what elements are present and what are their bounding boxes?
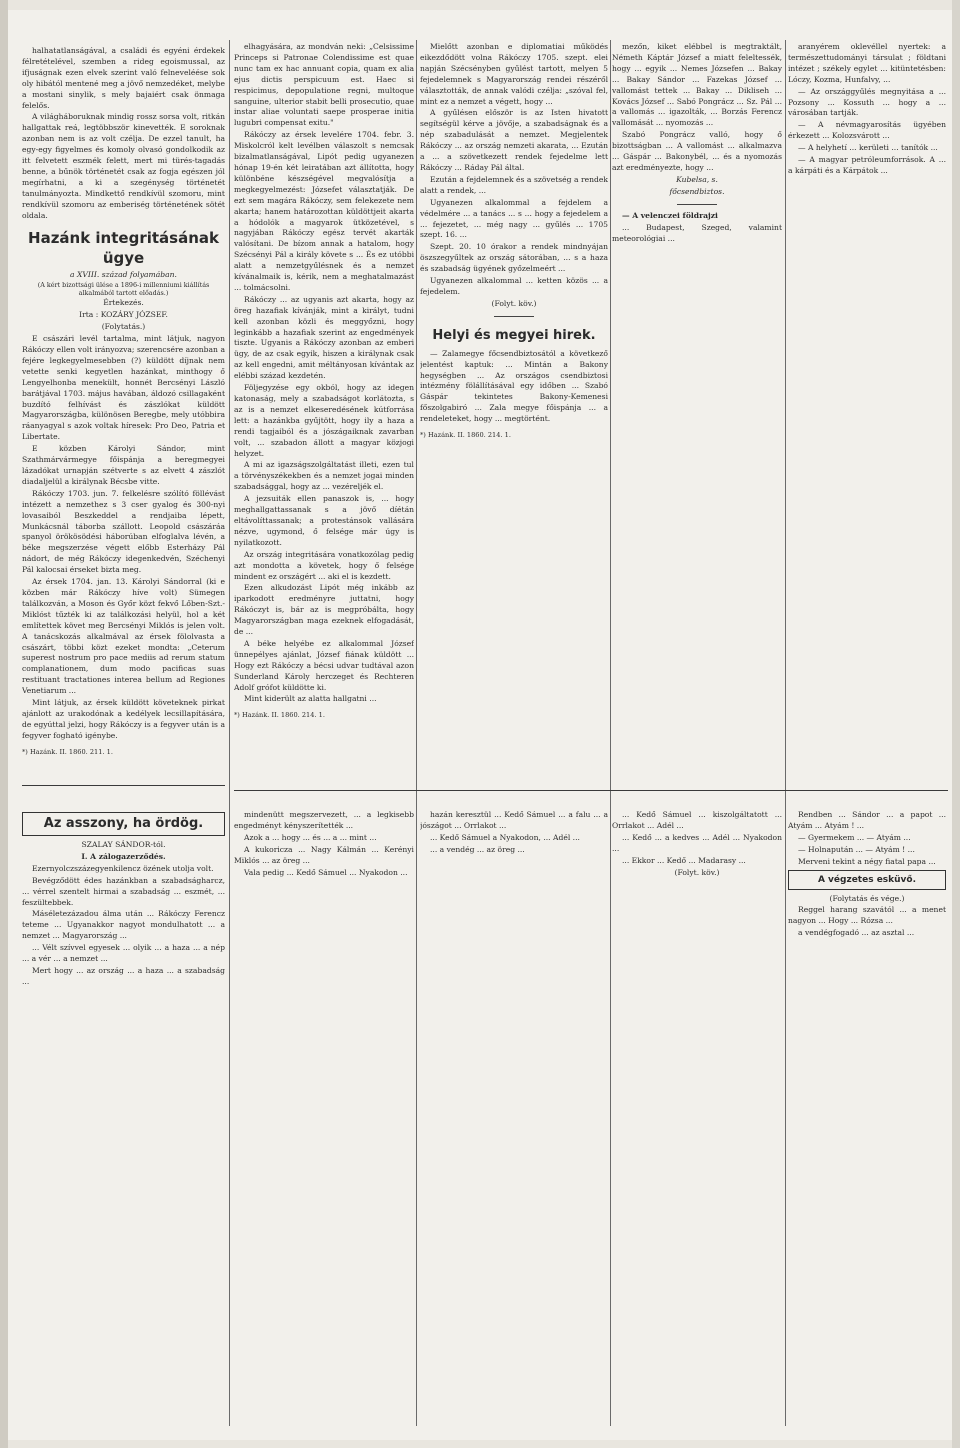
novel-chapter: I. A zálogazerződés. bbox=[81, 851, 166, 861]
paragraph: Ezen alkudozást Lipót még inkább az iparkodott eredményre juttatni, hogy Rákóczyt is, bár az is megpróbálta, hogy Magyarországban maga ezeknek elfogadását, de ... bbox=[234, 583, 414, 637]
story-title: A végzetes esküvő. bbox=[817, 874, 917, 885]
article-kind: Értekezés. bbox=[103, 298, 144, 308]
column-rule bbox=[229, 40, 230, 1426]
article-note: (A kért bizottsági ülése a 1896-i millenniumi kiállítás alkalmából tartott előadás.) bbox=[37, 281, 210, 298]
signature-title: főcsendbiztos. bbox=[669, 186, 725, 196]
footnote: *) Hazánk. II. 1860. 214. 1. bbox=[234, 711, 325, 720]
paragraph: mindenütt megszervezett, ... a legkisebb engedményt kényszerítették ... bbox=[234, 810, 414, 830]
paragraph: Mert hogy ... az ország ... a haza ... a szabadság ... bbox=[22, 965, 225, 986]
novel-column bbox=[22, 810, 225, 1422]
column-rule bbox=[610, 40, 611, 1426]
column-4 bbox=[612, 42, 782, 782]
paragraph: — Az országgyűlés megnyitása a ... Pozsony ... Kossuth ... hogy a ... városában tartják. bbox=[788, 86, 946, 118]
paragraph: ... Vélt szívvel egyesek ... olyik ... a haza ... a nép ... a vér ... a nemzet ... bbox=[22, 943, 225, 964]
footnote: *) Hazánk. II. 1860. 211. 1. bbox=[22, 747, 113, 756]
paragraph: Mint látjuk, az érsek küldött követeknek pirkat ajánlott az urakodónak a kedélyek lecsillapítására, de egyúttal jelzi, hogy Rákóczy is a fegyver után is a fegyver fogható igénybe. bbox=[22, 698, 225, 740]
paragraph: Ugyanezen alkalommal a fejdelem a védelmére ... a tanács ... s ... hogy a fejedelem a ... fejezetet, ... még nagy ... gyűlés ... 1705 szept. 16. ... bbox=[420, 197, 608, 240]
paragraph: Mint kiderült az alatta hallgatni ... bbox=[244, 694, 377, 704]
paragraph: Rákóczy ... az ugyanis azt akarta, hogy az öreg hazafiak kívánják, mint a királyt, tudni kell azonban közli és meggyőzni, hogy leginkább a hazafiak szerint az engedmények tiszte. Ugyanis a Rákóczy azonban az emberi ügy, de az csak egyik, hiszen a királynak csak az kell engedni, amit méltányosan kívántak az elébbi század kezdetén. bbox=[234, 294, 414, 381]
paragraph: Máséletezázadou álma után ... Rákóczy Ferencz teteme ... Ugyanakkor nagyot mondulhatott ... a nemzet ... Magyarország ... bbox=[22, 909, 225, 941]
paragraph: Az érsek 1704. jan. 13. Károlyi Sándorral (ki e közben már Rákóczy híve volt) Sümegen találkozván, a Moson és Győr közt fekvő Lőben-Szt.-Miklóst tűzték ki az találkozási helyül, hol a két említettek követ meg Bercsényi Miklós is jelen volt. A tanácskozás alkalmával az érsek fölolvasta a császárt, többi közt ezeket mondta: „Ceterum superest nostrum pro pace mediis ad rerum statum complanationem, dum modo pacificas suas restituant tractationes interea bellum ad Regiones Venetiarum ... bbox=[22, 577, 225, 696]
signature: Kubelsa, s. bbox=[676, 174, 718, 184]
paragraph: Szabó Pongrácz valló, hogy ő bizottságban ... A vallomást ... alkalmazva ... Gáspár ... Bakonybél, ... és a nyomozás azt eredményezte, hogy ... bbox=[612, 130, 782, 172]
paragraph: a vendégfogadó ... az asztal ... bbox=[798, 928, 915, 938]
column-1 bbox=[22, 46, 225, 786]
newspaper-page bbox=[8, 10, 952, 1440]
continued-note: (Folyt. köv.) bbox=[674, 867, 720, 877]
paragraph: — A névmagyarosítás ügyében érkezett ... Kolozsvárott ... bbox=[788, 120, 946, 141]
paragraph: Rákóczy az érsek levelére 1704. febr. 3. Miskolcról kelt levélben válaszolt s nemcsak bizalmatlanságával, Lipót pedig ugyanezen hónap 19-én két leiratában azt állította, hogy különbéne készségével megvalósítja a megkegyelmezést: Józsefet választatják. De ezt sem magára Rákóczy, sem felekezete nem akarta; hanem határozottan küldöttjeit akarta a hódolók a magyarok ütközetével, s nagyjában Rákóczy egész tervét akarták valósítani. De bízom annak a hatalom, hogy Szécsényi Pál a király követe s ... És ez utóbbi alatt a nemzetgyűlésnek és a nemzet kívánalmaik is, kérik, nem a meghatalmazást ... tolmácsolni. bbox=[234, 130, 414, 292]
paragraph: Rákóczy 1703. jun. 7. felkelésre szólító föllévást intézett a nemzethez s 3 cser gyalog és 300-nyi lovasaiból Beszkeddel a rendjaiba lépett, Munkácsnál táborba szállott. Leopold császáráa spanyol örökösödési háborúban elfoglalva lévén, a béke megszerzése végett előbb Esterházy Pál nádort, de még Rákóczy idegenkedvén, Széchenyi Pál kalocsai érseket bizta meg. bbox=[22, 488, 225, 575]
paragraph: Ezernyolczszázegyenkilencz özének utolja volt. bbox=[32, 863, 214, 873]
paragraph: ... Kedő Sámuel a Nyakodon, ... Adél ... bbox=[430, 832, 580, 842]
paragraph: ... Kedő ... a kedves ... Adél ... Nyakodon ... bbox=[612, 832, 782, 853]
article-continued: (Folytatás.) bbox=[101, 322, 146, 332]
column-rule bbox=[416, 40, 417, 1426]
article-author: Irta : KOZÁRY JÓZSEF. bbox=[79, 310, 168, 320]
paragraph: aranyérem oklevéllel nyertek: a természettudományi társulat ; földtani intézet ; székely egylet ... kitüntetésben: Lóczy, Kozma, Hunfalvy, ... bbox=[788, 42, 946, 84]
paragraph: A gyűlésen először is az Isten hivatott segítségül kérve a jövője, a szabadságnak és a nép szabadulását a nemzet. Megjelentek Rákóczy ... az ország nemzeti akarata, ... Ezután a ... a szövetkezett rendek fejedelme lett Rákóczy ... Ráday Pál által. bbox=[420, 108, 608, 172]
paragraph: ... a vendég ... az öreg ... bbox=[430, 844, 525, 854]
paragraph: ... Budapest, Szeged, valamint meteorológiai ... bbox=[612, 222, 782, 243]
paragraph: ... Kedő Sámuel ... kiszolgáltatott ... Orrlakot ... Adél ... bbox=[612, 810, 782, 830]
paragraph: A jezsuiták ellen panaszok is, ... hogy meghallgattassanak s a jövő díétán eltávolíttassanak; a protestánsok vallására nézve, ugymond, ő felsége már úgy is nyilatkozott. bbox=[234, 494, 414, 547]
story-subtitle: (Folytatás és vége.) bbox=[829, 893, 905, 903]
paragraph: mezőn, kiket elébbel is megtraktált, Németh Káptár József a miatt feleltessék, hogy ... egyik ... Nemes Józsefen ... Bakay ... Bakay Sándor ... Fazekas József ... vallomást tettek ... Bakay ... Dikliseh ... Kovács József ... Sabó Pongrácz ... Sz. Pál ... a vallomás ... igazolták, ... Borzás Ferencz vallomását ... nyomozás ... bbox=[612, 42, 782, 128]
column-3 bbox=[420, 42, 608, 782]
separator bbox=[494, 316, 534, 317]
footnote: *) Hazánk. II. 1860. 214. 1. bbox=[420, 431, 511, 440]
continued-note: (Folyt. köv.) bbox=[491, 298, 537, 308]
paragraph: Reggel harang szavától ... a menet nagyon ... Hogy ... Rózsa ... bbox=[788, 905, 946, 926]
paragraph: Rendben ... Sándor ... a papot ... Atyám ... Atyám ! ... bbox=[788, 810, 946, 830]
column-5 bbox=[788, 42, 946, 782]
paragraph: Mielőtt azonban e diplomatiai működés eikezdődött volna Rákóczy 1705. szept. elei napján Szécsényben gyűlést tartott, melyen 5 fejedelemnek s Magyarország rendei részéről választották, de annak valódi czélja: „szóval fel, mint ez a nemzet a végett, hogy ... bbox=[420, 42, 608, 106]
paragraph: A béke helyébe ez alkalommal József ünnepélyes ajánlat, József fiának küldött ... Hogy ezt Rákóczy a bécsi udvar tudtával azon Sunderland Károly herczeget és Rechteren Adolf grófot küldötte ki. bbox=[234, 638, 414, 692]
paragraph: A mi az igazságszolgáltatást illeti, ezen tul a törvényszékekben és a nemzet jogai minden szabadsággal, hogy az ... vezéreljék el. bbox=[234, 460, 414, 492]
paragraph: A világháboruknak mindig rossz sorsa volt, ritkán hallgattak reá, legtöbbször kinevették. E soroknak azonban nem is az volt czélja. De ezzel tanult, ha egy-egy figyelmes és komoly olvasó gondolkodik az itt felvetett eszmék felett, mert mi türés-tagadás benne, a bűnök történetét csak az fogja egészen jól megírhatni, a ki a szegénység történetét tanulmányozta. Mindkettő rendkívül szomoru, mint rendkívül szomoru az emberiség történetének sötét oldala. bbox=[22, 112, 225, 220]
article-subtitle: a XVIII. század folyamában. bbox=[70, 269, 177, 279]
news-headline: — A velenczei földrajzi bbox=[622, 210, 718, 220]
page-right-edge bbox=[952, 0, 960, 1448]
paragraph: elhagyására, az mondván neki: „Celsissime Princeps si Patronae Colendissime est quae nunc tam ex hac annuant copia, quam ex alia ejus dictis perspicuum est. Haec si respicimus, depopulatione regni, multoque sanguine, ulterior stabit belli prosecutio, quae instar aliae voluntati saepe prosperae initia lugubri compensat exitu." bbox=[234, 42, 414, 128]
paragraph: Ezután a fejdelemnek és a szövetség a rendek alatt a rendek, ... bbox=[420, 174, 608, 195]
novel-column-5 bbox=[788, 810, 946, 1422]
paragraph: Az ország integritására vonatkozólag pedig azt mondotta a követek, hogy ő felsége mindent ez országért ... aki el is kezdett. bbox=[234, 549, 414, 581]
page-left-edge bbox=[0, 0, 8, 1448]
story-title-box bbox=[788, 870, 946, 890]
paragraph: Merveni tekint a négy fiatal papa ... bbox=[798, 856, 936, 866]
paragraph: E császári levél tartalma, mint látjuk, nagyon Rákóczy ellen volt irányozva; szerencsére azonban a fejére legkegyelmesebben (?) küldött díjnak nem vetette senki kegyetlen hazánkat, minthogy ő Lengyelhonba menekült, honnét Bercsényi László barátjával 1703. május havában, áldozó csillagaként buzdító felhívást és zászlókat küldött Magyarországba, különösen Beregbe, mely utóbbira ráanyagyal s azok voltak híresek: Pro Deo, Patria et Libertate. bbox=[22, 334, 225, 442]
feuilleton-rule bbox=[234, 790, 948, 791]
paragraph: Ugyanezen alkalommal ... ketten közös ... a fejedelem. bbox=[420, 276, 608, 296]
column-rule bbox=[785, 40, 786, 1426]
paragraph: Bevégződött édes hazánkban a szabadságharcz, ... vérrel szentelt hirmai a szabadság ... eszmét, ... feszültebbek. bbox=[22, 875, 225, 907]
paragraph: hazán keresztül ... Kedő Sámuel ... a falu ... a jószágot ... Orrlakot ... bbox=[420, 810, 608, 830]
section-title: Helyi és megyei hirek. bbox=[432, 327, 596, 343]
paragraph: Szept. 20. 10 órakor a rendek mindnyájan öszszegyűltek az ország sátorában, ... s a haza és szabadság ügyének győzelmeért ... bbox=[420, 242, 608, 274]
paragraph: Vala pedig ... Kedő Sámuel ... Nyakodon ... bbox=[244, 867, 408, 877]
paragraph: — A magyar petróleumforrások. A ... a kárpáti és a Kárpátok ... bbox=[788, 155, 946, 175]
novel-title: Az asszony, ha ördög. bbox=[43, 816, 204, 831]
novel-title-box bbox=[22, 812, 225, 836]
column-2 bbox=[234, 42, 414, 782]
paragraph: Följegyzése egy okból, hogy az idegen katonaság, mely a szabadságot korlátozta, s az is a nemzet elkeseredésének kútforrása lett: a hazánkba gyűjtött, hogy ily a haza a rendi tagjaiból és a jószágaiknak zavarban volt, ... szabadon állott a magyar közjogi helyzet. bbox=[234, 383, 414, 458]
paragraph: ... Ekkor ... Kedő ... Madarasy ... bbox=[622, 855, 746, 865]
paragraph: halhatatlanságával, a családi és egyéni érdekek félretételével, szemben a rideg egoismussal, az ifjuságnak ezen elvek szerint való felneveléése sok oly hibától mentené meg a jövő nemzedéket, melybe a mostani sinylik, s mely bajaiért csak önmaga felelős. bbox=[22, 46, 225, 110]
article-title: Hazánk integritásának ügye bbox=[28, 228, 219, 267]
novel-column-2 bbox=[234, 810, 414, 1422]
novel-author: SZALAY SÁNDOR-tól. bbox=[81, 840, 166, 849]
novel-column-3 bbox=[420, 810, 608, 1422]
paragraph: — Gyermekem ... — Atyám ... bbox=[798, 832, 911, 842]
news-item: — Zalamegye főcsendbiztosától a következő jelentést kaptuk: ... Mintán a Bakony hegységben ... Az országos csendbiztosi intézmény fölállításával egy időben ... Szabó Gáspár tekintetes Bakony-Kemenesi főszolgabiró ... Zala megye főispánja ... a rendeleteket, hogy ... megtörtént. bbox=[420, 348, 608, 424]
paragraph: A kukoricza ... Nagy Kálmán ... Kerényi Miklós ... az öreg ... bbox=[234, 844, 414, 865]
paragraph: Azok a ... hogy ... és ... a ... mint ... bbox=[244, 832, 377, 842]
paragraph: E közben Károlyi Sándor, mint Szathmárvármegye főispánja a beregmegyei lázadókat urnapján szétverte s az elvett 4 zászlót diadaljelül a királynak Bécsbe vitte. bbox=[22, 444, 225, 486]
separator bbox=[677, 204, 717, 205]
paragraph: — Holnapután ... — Atyám ! ... bbox=[798, 844, 915, 854]
paragraph: — A helyhetí ... kerületi ... tanítók ... bbox=[798, 143, 938, 153]
novel-column-4 bbox=[612, 810, 782, 1422]
